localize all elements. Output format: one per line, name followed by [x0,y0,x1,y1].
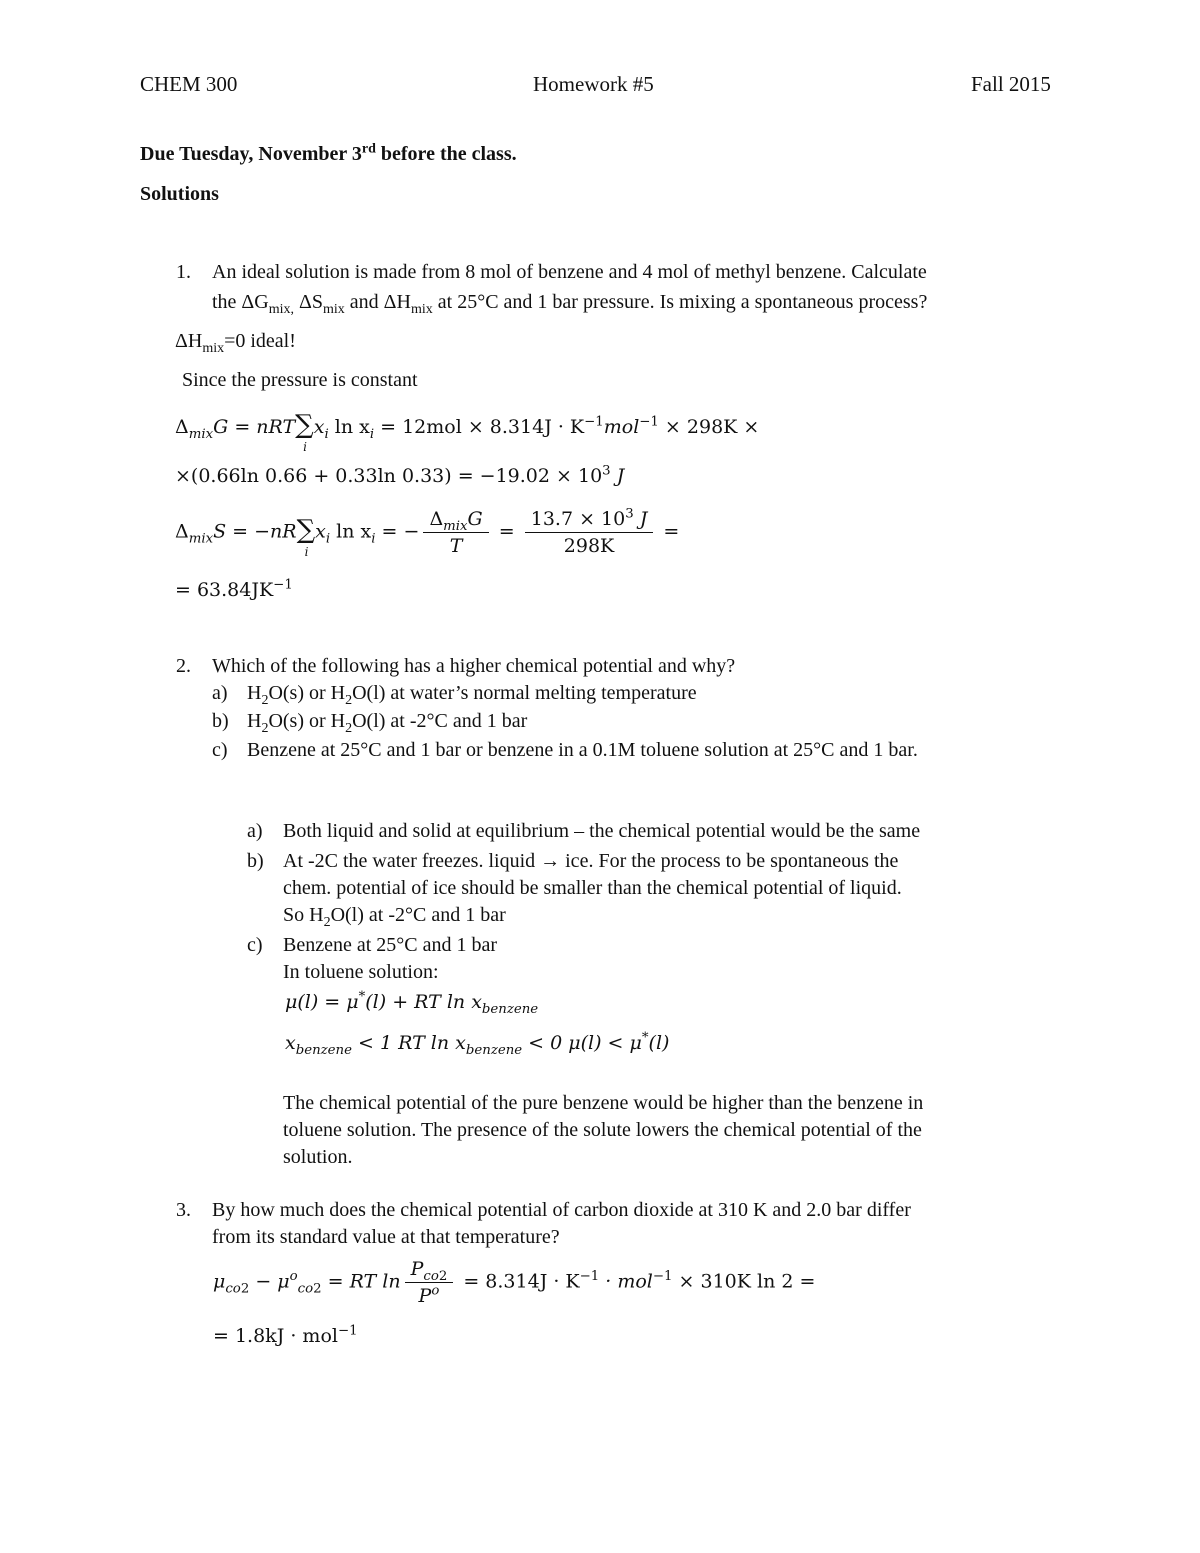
frac-num: G [467,508,483,530]
item-sub: 2 [345,721,353,736]
frac-num: J [633,508,648,530]
q1-pressure-note: Since the pressure is constant [182,369,418,391]
q2-answer-b-label: b) [247,850,264,872]
answer-part: So H [283,904,324,926]
q2-answer-b-line3 [283,904,506,930]
q3-line2: from its standard value at that temperature? [212,1226,560,1248]
eq-part: = RT ln [321,1270,401,1293]
eq-sup: * [641,1030,649,1046]
q1-line2-part: the ΔG [212,291,269,313]
eq-sub: i [369,426,375,442]
fraction-pressure [405,1258,454,1307]
sum-sign: ∑ [295,410,314,440]
eq-part: = [492,520,521,543]
q1-line2-part: ΔS [294,291,324,313]
due-suffix: before the class. [375,143,517,165]
eq-part: x [315,520,326,543]
eq-sub: benzene [481,1001,539,1017]
frac-num: P [410,1258,424,1280]
eq-part: = 63.84JK [175,579,274,601]
eq-chem-potential-2 [285,1030,670,1058]
q1-answer-h [175,330,296,356]
q2-item-c-label: c) [212,739,228,761]
answer-sub: 2 [323,915,331,930]
eq-part: (l) + RT ln x [365,991,482,1013]
eq-sub: i [324,426,329,442]
frac-den: P [418,1285,432,1307]
eq-part: μ(l) = μ [285,991,359,1013]
eq-part: ln x [330,520,372,543]
eq-part: Δ [175,520,189,543]
eq-part: × 310K ln 2 = [672,1270,816,1293]
due-line [140,143,517,166]
fraction-gibbs-over-t [423,508,488,557]
q2-prompt: Which of the following has a higher chemical potential and why? [212,655,736,677]
eq-part: Δ [175,416,189,438]
eq-part: < 1 RT ln x [351,1032,466,1054]
answer-part: O(l) at -2°C and 1 bar [330,904,506,926]
q3-line1: By how much does the chemical potential of carbon dioxide at 310 K and 2.0 bar differ [212,1199,911,1221]
q2-answer-c-line1: Benzene at 25°C and 1 bar [283,934,498,956]
fraction-value [525,508,654,557]
eq-part: μ [213,1270,226,1293]
q1-number: 1. [176,261,191,283]
eq-part: J [610,465,625,487]
q1-line2-sub: mix, [268,302,295,317]
sum-index: i [304,544,309,559]
eq-part: mol [603,416,640,438]
eq-sup: * [358,989,366,1005]
eq-part: ln x [328,416,370,438]
eq-co2-result [213,1325,358,1347]
answer-h-part: ΔH [175,330,203,352]
q1-line2-sub: mix [410,302,433,317]
frac-den-sup: o [431,1283,440,1299]
eq-part: − μ [249,1270,290,1293]
eq-part: G = nRT [213,416,296,438]
q2-conclusion-line2: toluene solution. The presence of the solute lowers the chemical potential of the [283,1119,922,1141]
header-title: Homework #5 [533,72,654,96]
eq-part: × 298K × [658,416,760,438]
q2-item-c: Benzene at 25°C and 1 bar or benzene in a 0.1M toluene solution at 25°C and 1 bar. [247,739,918,761]
item-sub: 2 [261,693,269,708]
item-part: O(s) or H [268,682,346,704]
eq-sub: i [325,531,331,547]
header-course: CHEM 300 [140,72,238,96]
eq-sup: −1 [337,1323,358,1339]
q2-answer-a-label: a) [247,820,263,842]
eq-sub: i [371,531,376,547]
eq-part: · mol [599,1270,653,1293]
q2-conclusion-line1: The chemical potential of the pure benzene would be higher than the benzene in [283,1092,924,1114]
sum-sign: ∑ [296,514,316,545]
frac-num-sub: co [423,1268,439,1284]
frac-num-sub: 2 [438,1268,448,1284]
section-title: Solutions [140,183,219,205]
eq-part: = 12mol × 8.314J · K [374,416,585,438]
item-part: O(s) or H [268,710,346,732]
frac-den: T [449,535,463,557]
eq-sub: mix [188,426,214,442]
item-sub: 2 [345,693,353,708]
q1-line2-part: and ΔH [344,291,411,313]
frac-num: 13.7 × 10 [530,508,626,530]
q1-line2-part: at 25°C and 1 bar pressure. Is mixing a spontaneous process? [432,291,928,313]
eq-part: S = −nR [213,520,297,543]
eq-sup: 3 [602,463,611,479]
sum-symbol [296,514,316,559]
q3-number: 3. [176,1199,191,1221]
q1-line1: An ideal solution is made from 8 mol of benzene and 4 mol of methyl benzene. Calculate [212,261,927,283]
q1-line2 [212,291,928,317]
eq-part: x [285,1032,296,1054]
frac-num-sup: 3 [625,506,634,522]
eq-sub: 2 [240,1281,250,1297]
eq-part: = 1.8kJ · mol [213,1325,338,1347]
q2-item-a [247,682,697,708]
eq-co2-potential [213,1258,815,1307]
eq-sup: −1 [652,1269,673,1285]
answer-h-part: =0 ideal! [224,330,296,352]
sum-index: i [303,440,308,454]
eq-sub: co [225,1281,241,1297]
eq-part: (l) [648,1032,670,1054]
item-part: O(l) at -2°C and 1 bar [352,710,528,732]
eq-sub: co [297,1281,314,1297]
q2-number: 2. [176,655,191,677]
item-part: H [247,710,262,732]
frac-num: Δ [429,508,444,530]
q2-item-a-label: a) [212,682,228,704]
eq-part: < 0 μ(l) < μ [522,1032,642,1054]
q2-answer-c-line2: In toluene solution: [283,961,439,983]
q2-answer-b-line2: chem. potential of ice should be smaller than the chemical potential of liquid. [283,877,902,899]
eq-sup: −1 [584,414,604,430]
eq-entropy-line1 [175,508,679,557]
eq-sub: mix [188,531,214,547]
header-term: Fall 2015 [971,72,1051,96]
frac-num-sub: mix [443,518,468,534]
eq-part: = − [375,520,420,543]
q2-item-b-label: b) [212,710,229,732]
eq-sub: benzene [295,1042,352,1058]
q1-line2-sub: mix [323,302,345,317]
eq-part: = [657,520,680,543]
eq-sup: −1 [639,414,659,430]
eq-gibbs-line1 [175,410,760,454]
eq-sub: 2 [313,1281,322,1297]
eq-entropy-line2 [175,579,293,601]
q2-answer-a: Both liquid and solid at equilibrium – the chemical potential would be the same [283,820,921,842]
due-ordinal: rd [361,141,376,157]
due-prefix: Due Tuesday, November 3 [140,143,362,165]
eq-part: x [313,416,325,438]
eq-sub: benzene [465,1042,523,1058]
eq-sup: −1 [579,1269,600,1285]
eq-chem-potential-1 [285,989,539,1017]
q2-conclusion-line3: solution. [283,1146,353,1168]
q2-answer-c-label: c) [247,934,263,956]
q2-item-b [247,710,528,736]
sum-symbol [295,410,314,454]
item-part: O(l) at water’s normal melting temperature [352,682,697,704]
eq-part: = 8.314J · K [457,1270,580,1293]
eq-gibbs-line2 [175,465,624,487]
frac-den: 298K [563,535,615,557]
eq-part: ×(0.66ln 0.66 + 0.33ln 0.33) = −19.02 × 10 [175,465,603,487]
answer-h-sub: mix [202,341,225,356]
item-sub: 2 [261,721,269,736]
eq-sup: o [289,1269,298,1285]
eq-sup: −1 [273,577,293,593]
q2-answer-b-line1: At -2C the water freezes. liquid → ice. For the process to be spontaneous the [283,850,899,872]
item-part: H [247,682,262,704]
